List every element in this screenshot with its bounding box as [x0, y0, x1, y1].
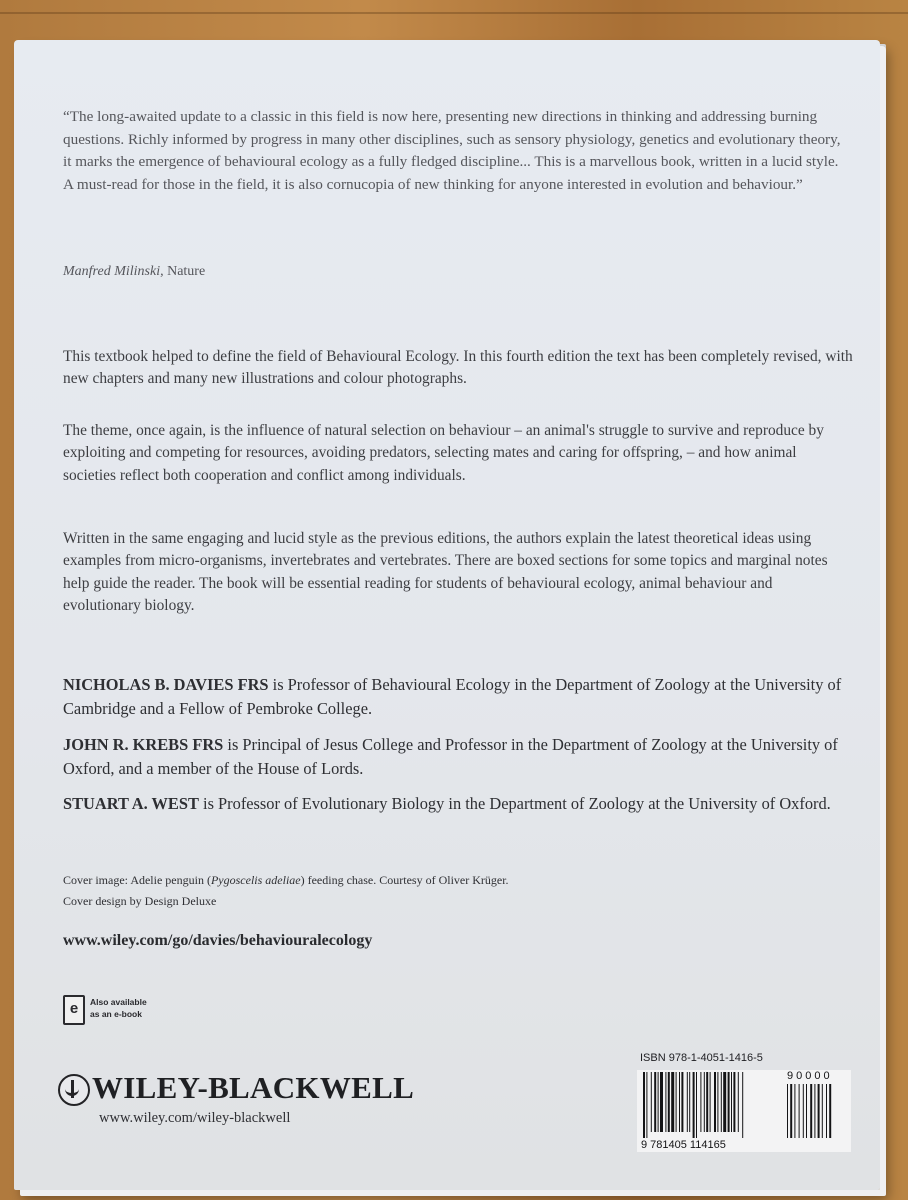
ebook-label-line: Also available [90, 997, 147, 1007]
barcode-bar [723, 1072, 726, 1132]
cover-credits [63, 870, 509, 912]
publisher-url: www.wiley.com/wiley-blackwell [99, 1110, 291, 1126]
cover-design-credit: Cover design by Design Deluxe [63, 894, 217, 908]
credit-text: Cover image: Adelie penguin ( [63, 873, 211, 887]
barcode-bar [714, 1072, 716, 1132]
description-paragraph: The theme, once again, is the influence of natural selection on behaviour – an animal's struggle to survive and reproduce by exploiting and competing for resources, avoiding predators, selecting mates and caring for offspring, – and how animal societies reflect both cooperation and conflict among individuals. [63, 422, 824, 484]
review-quote: “The long-awaited update to a classic in this field is now here, presenting new directions in thinking and addressing burning questions. Richly informed by progress in many other disciplines, such as sensory physiology, genetics and evolutionary theory, it marks the emergence of behavioural ecology as a fully fledged discipline... This is a marvellous book, written in a lucid style. A must-read for those in the field, it is also cornucopia of new thinking for anyone interested in evolution and behaviour.” [63, 108, 841, 193]
barcode-bar [728, 1072, 730, 1132]
barcode-addon-bar [806, 1084, 807, 1138]
barcode-bar [704, 1072, 705, 1132]
barcode-bar [742, 1072, 743, 1138]
barcode-addon-bar [829, 1084, 831, 1138]
barcode-bar [689, 1072, 690, 1132]
barcode-addon-bar [814, 1084, 815, 1138]
description-paragraph: This textbook helped to define the field of Behavioural Ecology. In this fourth edition the text has been completely revised, with new chapters and many new illustrations and colour photographs. [63, 348, 853, 388]
barcode-bar [651, 1072, 652, 1132]
author-name: JOHN R. KREBS FRS [63, 735, 224, 754]
barcode-bar [721, 1072, 722, 1132]
wood-grain [0, 12, 908, 14]
barcode-bar [696, 1072, 697, 1138]
barcode-addon-bar [822, 1084, 823, 1138]
barcode-bar [738, 1072, 739, 1132]
barcode-addon-bar [794, 1084, 795, 1138]
barcode-bar [687, 1072, 688, 1132]
ebook-label-line: as an e-book [90, 1009, 142, 1019]
barcode-bar [717, 1072, 718, 1132]
wiley-seal-icon [58, 1074, 90, 1106]
isbn-number: ISBN 978-1-4051-1416-5 [640, 1052, 763, 1064]
barcode-addon-bar [790, 1084, 792, 1138]
barcode-addon-bar [826, 1084, 827, 1138]
barcode-digits: 9 781405 114165 [641, 1139, 726, 1151]
cover-image-credit [63, 870, 509, 891]
credit-text: ) feeding chase. Courtesy of Oliver Krüger. [300, 873, 509, 887]
author-name: NICHOLAS B. DAVIES FRS [63, 675, 269, 694]
author-bio-text: is Principal of Jesus College and Professor in the Department of Zoology at the University of Oxford, and a member of the House of Lords. [63, 735, 838, 778]
barcode-bar [733, 1072, 735, 1132]
barcode-bar [706, 1072, 708, 1132]
author-bio-text: is Professor of Evolutionary Biology in the Department of Zoology at the University of Oxford. [198, 794, 831, 813]
barcode-bar [710, 1072, 711, 1132]
book-website-link: www.wiley.com/go/davies/behaviouralecology [63, 932, 373, 949]
barcode-addon-bar [799, 1084, 800, 1138]
barcode-addon-bar [803, 1084, 804, 1138]
barcode-graphic [637, 1070, 851, 1152]
quote-attribution [63, 264, 205, 280]
publisher-name: WILEY-BLACKWELL [92, 1070, 415, 1105]
ebook-label [90, 996, 210, 1020]
barcode-bar [679, 1072, 680, 1132]
species-name: Pygoscelis adeliae [210, 873, 301, 887]
barcode-bar [665, 1072, 666, 1132]
author-bio [63, 673, 853, 720]
barcode-bar [654, 1072, 656, 1132]
barcode-bar [676, 1072, 677, 1132]
barcode-bar [660, 1072, 663, 1132]
barcode-addon-digits: 90000 [787, 1070, 833, 1082]
barcode-bar [700, 1072, 701, 1132]
barcode-bar [731, 1072, 732, 1132]
quote-author: Manfred Milinski [63, 264, 161, 279]
barcode-addon-bar [818, 1084, 820, 1138]
description-paragraph: Written in the same engaging and lucid style as the previous editions, the authors explain the latest theoretical ideas using examples from micro-organisms, invertebrates and vertebrates. There are boxed sections for some topics and marginal notes help guide the reader. The book will be essential reading for students of behavioural ecology, animal behaviour and evolutionary biology. [63, 530, 828, 615]
isbn-barcode [637, 1052, 851, 1156]
barcode-bar [668, 1072, 670, 1132]
quote-publication: , Nature [160, 264, 206, 279]
e-book-icon: e [63, 995, 85, 1025]
barcode-addon-bar [787, 1084, 788, 1138]
barcode-bar [671, 1072, 674, 1132]
barcode-bar [681, 1072, 683, 1132]
barcode-bar [646, 1072, 647, 1138]
barcode-bar [643, 1072, 645, 1138]
author-bio [63, 792, 853, 816]
barcode-bar [658, 1072, 659, 1132]
barcode-bar [693, 1072, 695, 1138]
author-bio-text: is Professor of Behavioural Ecology in the Department of Zoology at the University of Cambridge and a Fellow of Pembroke College. [63, 675, 842, 718]
barcode-addon-bar [810, 1084, 812, 1138]
author-name: STUART A. WEST [63, 794, 199, 813]
author-bio [63, 733, 853, 780]
